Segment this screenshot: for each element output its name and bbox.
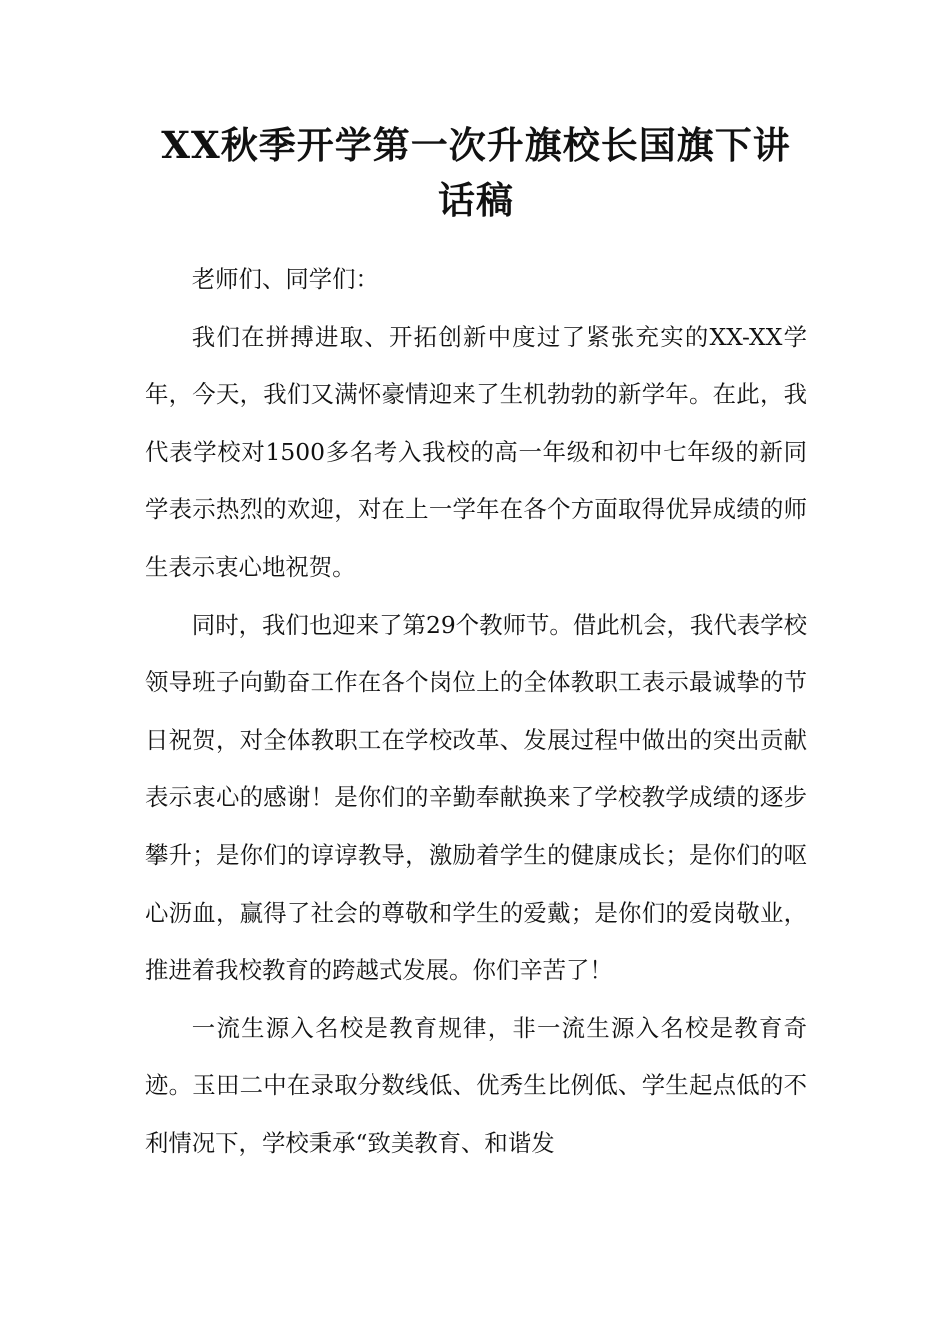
document-page (145, 118, 807, 1173)
body-paragraph: 我们在拼搏进取、开拓创新中度过了紧张充实的XX-XX学年，今天，我们又满怀豪情迎来了生机勃勃的新学年。在此，我代表学校对1500多名考入我校的高一年级和初中七年级的新同学表示热烈的欢迎，对在上一学年在各个方面取得优异成绩的师生表示衷心地祝贺。 (145, 322, 807, 581)
body-paragraph: 一流生源入名校是教育规律，非一流生源入名校是教育奇迹。玉田二中在录取分数线低、优秀生比例低、学生起点低的不利情况下，学校秉承“致美教育、和谐发 (145, 1013, 807, 1157)
body-paragraph: 同时，我们也迎来了第29个教师节。借此机会，我代表学校领导班子向勤奋工作在各个岗位上的全体教职工表示最诚挚的节日祝贺，对全体教职工在学校改革、发展过程中做出的突出贡献表示衷心的感谢！是你们的辛勤奉献换来了学校教学成绩的逐步攀升；是你们的谆谆教导，激励着学生的健康成长；是你们的呕心沥血，赢得了社会的尊敬和学生的爱戴；是你们的爱岗敬业，推进着我校教育的跨越式发展。你们辛苦了！ (145, 610, 807, 985)
salutation-paragraph: 老师们、同学们： (191, 265, 379, 293)
document-title: XX秋季开学第一次升旗校长国旗下讲话稿 (161, 123, 791, 222)
document-body (145, 251, 807, 1173)
